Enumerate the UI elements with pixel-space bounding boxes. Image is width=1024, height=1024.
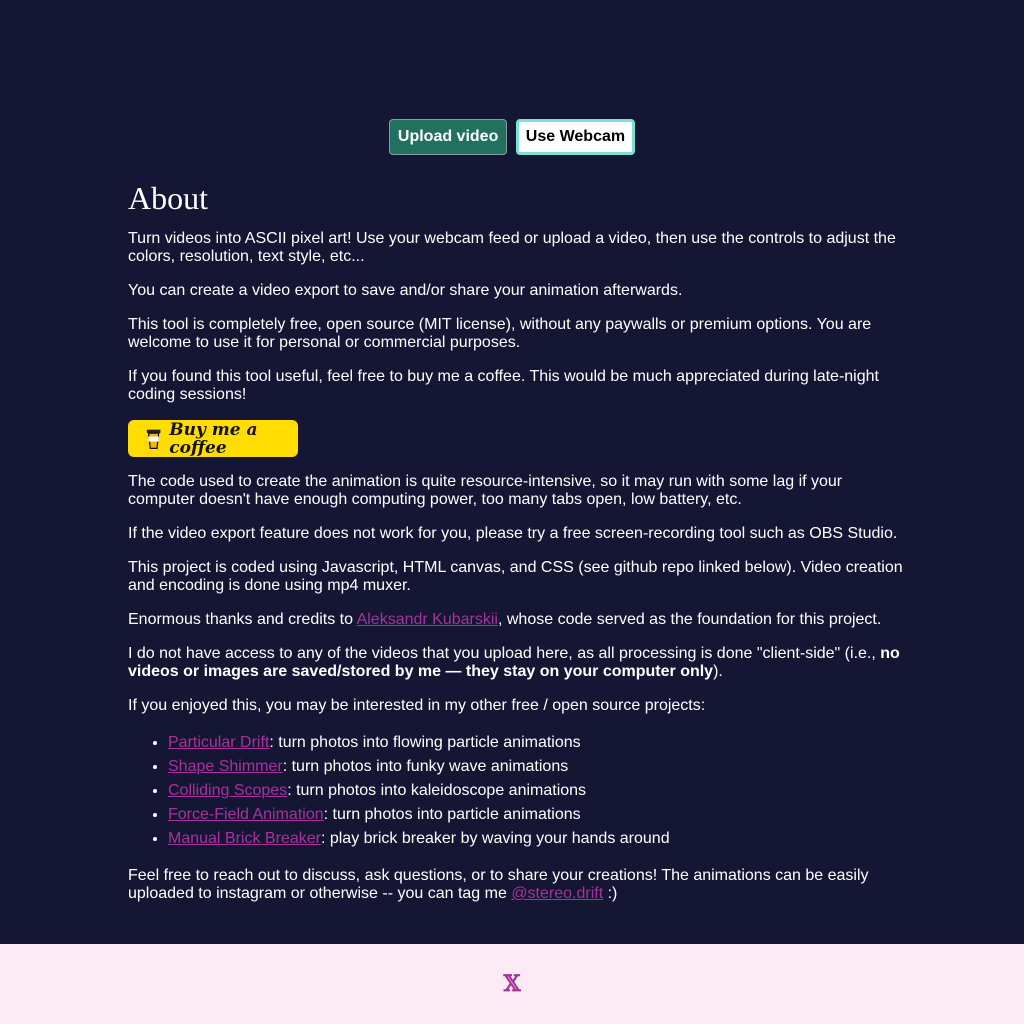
about-title: About [128, 180, 208, 216]
source-buttons [0, 119, 1024, 155]
text: ). [713, 663, 723, 680]
project-link[interactable]: Particular Drift [168, 734, 270, 751]
list-item [168, 731, 908, 755]
list-item [168, 803, 908, 827]
paragraph: If the video export feature does not work for you, please try a free screen-recording tool such as OBS Studio. [128, 525, 898, 542]
text: I do not have access to any of the videos that you upload here, as all processing is done "client-side" (i.e., [128, 645, 881, 662]
text: : turn photos into flowing particle animations [269, 734, 581, 751]
paragraph: You can create a video export to save and/or share your animation afterwards. [128, 282, 683, 299]
privacy-note: no videos or images are saved/stored by me — they stay on your computer only [128, 645, 900, 680]
paragraph: If you found this tool useful, feel free to buy me a coffee. This would be much appreciated during late-night coding sessions! [128, 368, 879, 403]
buy-me-a-coffee-button[interactable] [128, 420, 298, 457]
use-webcam-button[interactable]: Use Webcam [516, 119, 635, 155]
x-icon[interactable]: 𝕏 [503, 971, 521, 997]
text: : turn photos into funky wave animations [282, 758, 569, 775]
projects-list [128, 731, 908, 851]
text: : play brick breaker by waving your hands around [320, 830, 670, 847]
paragraph: Turn videos into ASCII pixel art! Use your webcam feed or upload a video, then use the controls to adjust the colors, resolution, text style, etc... [128, 230, 896, 265]
paragraph [128, 645, 908, 681]
paragraph: The code used to create the animation is quite resource-intensive, so it may run with some lag if your computer doesn't have enough computing power, too many tabs open, low battery, etc. [128, 473, 843, 508]
instagram-link[interactable]: @stereo.drift [511, 885, 604, 902]
paragraph [128, 611, 908, 629]
text: : turn photos into particle animations [323, 806, 581, 823]
text: :) [603, 885, 618, 902]
credit-link[interactable]: Aleksandr Kubarskii [356, 611, 498, 628]
footer [0, 944, 1024, 1024]
coffee-label: Buy me a coffee [169, 419, 258, 458]
upload-video-button[interactable]: Upload video [389, 119, 507, 155]
project-link[interactable]: Force-Field Animation [168, 806, 324, 823]
coffee-cup-icon [146, 426, 161, 452]
paragraph: This tool is completely free, open source (MIT license), without any paywalls or premium options. You are welcome to use it for personal or commercial purposes. [128, 316, 872, 351]
project-link[interactable]: Colliding Scopes [168, 782, 288, 799]
paragraph [128, 867, 908, 903]
project-link[interactable]: Manual Brick Breaker [168, 830, 321, 847]
about-section [128, 176, 908, 919]
list-item [168, 779, 908, 803]
paragraph: If you enjoyed this, you may be interested in my other free / open source projects: [128, 697, 706, 714]
project-link[interactable]: Shape Shimmer [168, 758, 283, 775]
text: Enormous thanks and credits to [128, 611, 357, 628]
list-item [168, 755, 908, 779]
list-item [168, 827, 908, 851]
text: , whose code served as the foundation for this project. [497, 611, 882, 628]
text: : turn photos into kaleidoscope animations [287, 782, 587, 799]
text: Feel free to reach out to discuss, ask questions, or to share your creations! The animations can be easily uploaded to instagram or otherwise -- you can tag me [128, 867, 869, 902]
paragraph: This project is coded using Javascript, HTML canvas, and CSS (see github repo linked below). Video creation and encoding is done using mp4 muxer. [128, 559, 903, 594]
